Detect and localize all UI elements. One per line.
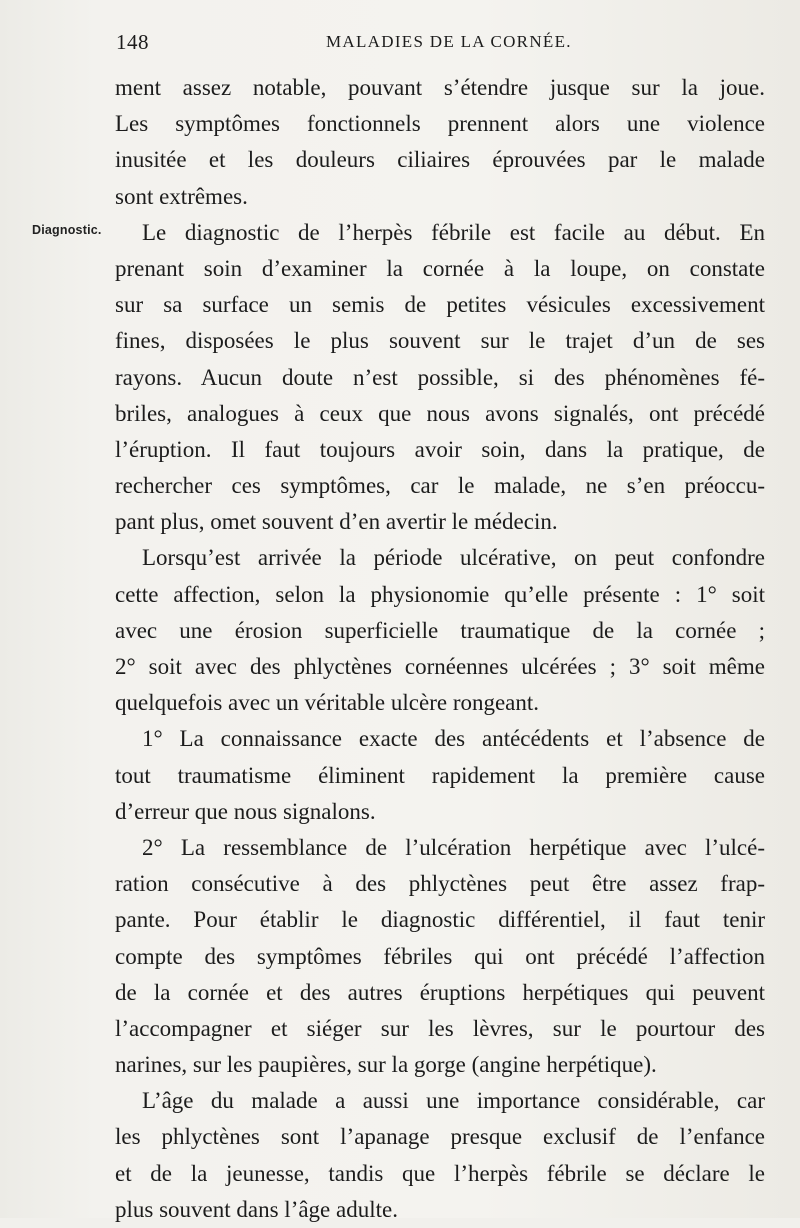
- text-line: compte des symptômes fébriles qui ont précédé l’affection: [115, 943, 765, 969]
- text-line: plus souvent dans l’âge adulte.: [115, 1196, 398, 1222]
- page-number: 148: [116, 30, 149, 54]
- text-line: prenant soin d’examiner la cornée à la loupe, on constate: [115, 255, 765, 281]
- text-line: tout traumatisme éliminent rapidement la première cause: [115, 762, 765, 788]
- text-line: pant plus, omet souvent d’en avertir le médecin.: [115, 509, 558, 535]
- text-line: narines, sur les paupières, sur la gorge (angine herpétique).: [115, 1052, 657, 1078]
- text-line: 1° La connaissance exacte des antécédents et l’absence de: [142, 726, 765, 752]
- text-line: inusitée et les douleurs ciliaires éprouvées par le malade: [115, 147, 765, 173]
- text-line: rechercher ces symptômes, car le malade, ne s’en préoccu-: [115, 473, 765, 499]
- text-line: Les symptômes fonctionnels prennent alors une violence: [115, 111, 765, 137]
- text-line: Lorsqu’est arrivée la période ulcérative, on peut confondre: [142, 545, 765, 571]
- text-line: cette affection, selon la physionomie qu’elle présente : 1° soit: [115, 581, 765, 607]
- text-line: sur sa surface un semis de petites vésicules excessivement: [115, 292, 765, 318]
- body-text: [115, 70, 765, 1228]
- text-line: fines, disposées le plus souvent sur le trajet d’un de ses: [115, 328, 765, 354]
- margin-note-diagnostic: Diagnostic.: [32, 223, 102, 237]
- text-line: ration consécutive à des phlyctènes peut être assez frap-: [115, 871, 765, 897]
- text-line: rayons. Aucun doute n’est possible, si des phénomènes fé-: [115, 364, 765, 390]
- text-line: 2° La ressemblance de l’ulcération herpétique avec l’ulcé-: [142, 834, 765, 860]
- running-head: [116, 30, 766, 60]
- text-line: d’erreur que nous signalons.: [115, 798, 376, 824]
- text-line: pante. Pour établir le diagnostic différentiel, il faut tenir: [115, 907, 765, 933]
- running-title: MALADIES DE LA CORNÉE.: [326, 32, 572, 51]
- text-line: sont extrêmes.: [115, 183, 248, 209]
- text-line: et de la jeunesse, tandis que l’herpès fébrile se déclare le: [115, 1160, 765, 1186]
- text-line: Le diagnostic de l’herpès fébrile est facile au début. En: [142, 219, 765, 245]
- text-line: briles, analogues à ceux que nous avons signalés, ont précédé: [115, 400, 765, 426]
- text-line: 2° soit avec des phlyctènes cornéennes ulcérées ; 3° soit même: [115, 654, 765, 679]
- text-line: L’âge du malade a aussi une importance considérable, car: [142, 1088, 765, 1114]
- text-line: avec une érosion superficielle traumatique de la cornée ;: [115, 617, 765, 643]
- text-line: les phlyctènes sont l’apanage presque exclusif de l’enfance: [115, 1124, 765, 1150]
- text-line: l’accompagner et siéger sur les lèvres, sur le pourtour des: [115, 1015, 765, 1041]
- text-line: l’éruption. Il faut toujours avoir soin, dans la pratique, de: [115, 436, 765, 462]
- text-line: quelquefois avec un véritable ulcère rongeant.: [115, 690, 540, 716]
- text-line: de la cornée et des autres éruptions herpétiques qui peuvent: [115, 979, 765, 1005]
- text-line: ment assez notable, pouvant s’étendre jusque sur la joue.: [115, 75, 765, 100]
